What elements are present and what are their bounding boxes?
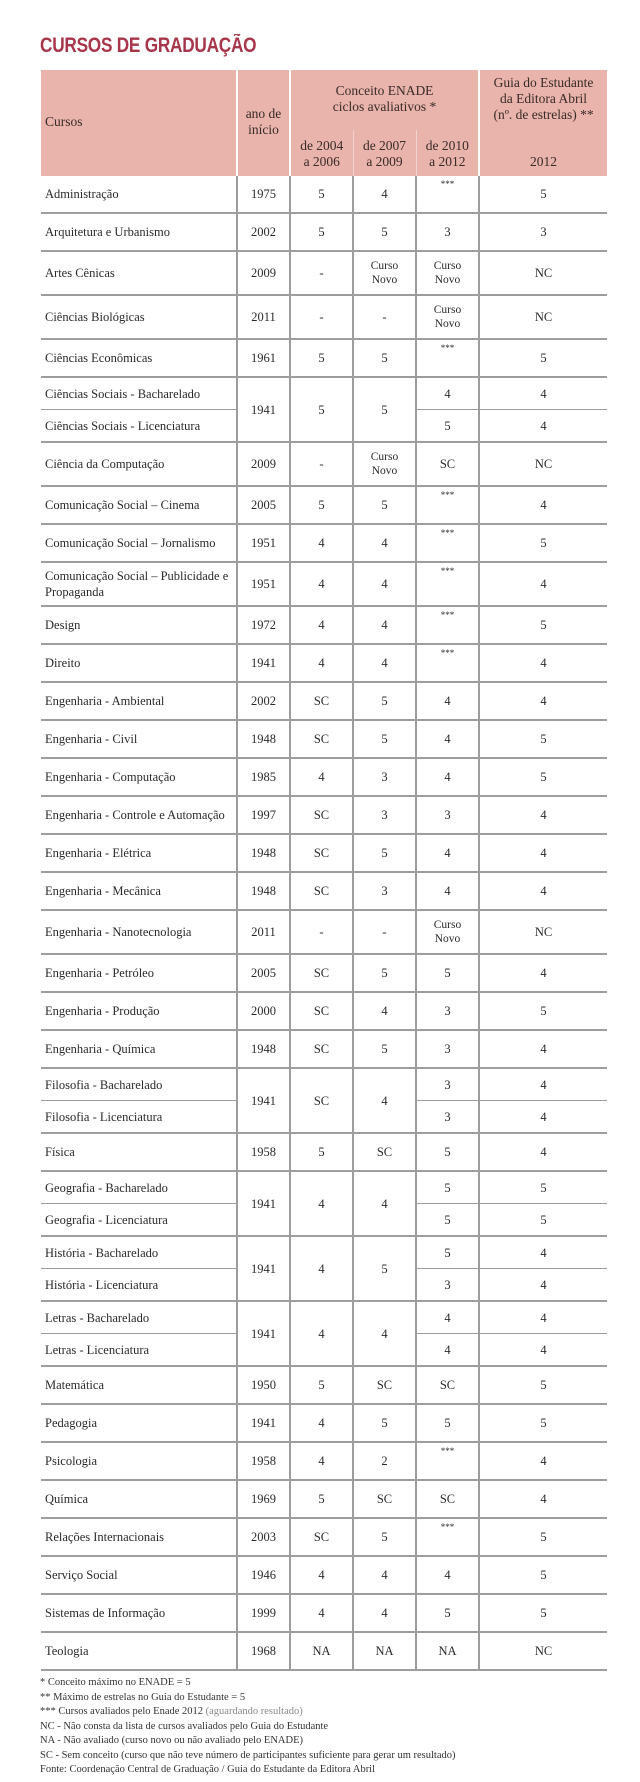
guia-stars-2012: 5	[479, 606, 607, 644]
enade-2007-2009: 2	[353, 1442, 416, 1480]
enade-2004-2006: 5	[290, 176, 353, 213]
start-year: 2009	[237, 442, 290, 486]
course-name: Filosofia - Licenciatura	[41, 1101, 237, 1134]
guia-stars-2012: 4	[479, 644, 607, 682]
course-name: História - Licenciatura	[41, 1269, 237, 1302]
start-year: 1941	[237, 1236, 290, 1301]
header-ano-inicio: ano de início	[237, 70, 290, 176]
table-row	[41, 992, 607, 1030]
start-year: 1951	[237, 524, 290, 562]
course-name: Comunicação Social – Cinema	[41, 486, 237, 524]
start-year: 2011	[237, 295, 290, 339]
table-row	[41, 524, 607, 562]
guia-stars-2012: 4	[479, 1030, 607, 1068]
enade-2010-2012: 4	[416, 1334, 479, 1367]
enade-2007-2009: 4	[353, 1556, 416, 1594]
start-year: 1948	[237, 834, 290, 872]
enade-2007-2009: 4	[353, 1068, 416, 1133]
header-cursos: Cursos	[41, 70, 237, 176]
enade-2007-2009: 5	[353, 339, 416, 377]
table-row	[41, 377, 607, 410]
course-name: Psicologia	[41, 1442, 237, 1480]
enade-2010-2012: SC	[416, 442, 479, 486]
table-row	[41, 295, 607, 339]
footnote-source: Fonte: Coordenação Central de Graduação / Guia do Estudante da Editora Abril	[40, 1764, 376, 1775]
enade-2004-2006: SC	[290, 1068, 353, 1133]
course-name: Engenharia - Ambiental	[41, 682, 237, 720]
guia-stars-2012: 4	[479, 377, 607, 410]
enade-2007-2009: 4	[353, 1301, 416, 1366]
guia-stars-2012: 4	[479, 1301, 607, 1334]
enade-2007-2009: 5	[353, 834, 416, 872]
enade-2007-2009: 5	[353, 1518, 416, 1556]
enade-2004-2006: 5	[290, 1480, 353, 1518]
enade-2010-2012: 5	[416, 1594, 479, 1632]
table-row	[41, 486, 607, 524]
start-year: 1941	[237, 1068, 290, 1133]
footnote-enade-max: * Conceito máximo no ENADE = 5	[40, 1677, 191, 1688]
enade-2004-2006: 4	[290, 1404, 353, 1442]
header-ciclo-2007-2009: de 2007 a 2009	[353, 130, 416, 176]
guia-stars-2012: NC	[479, 1632, 607, 1670]
enade-2010-2012: 4	[416, 720, 479, 758]
start-year: 1968	[237, 1632, 290, 1670]
course-name: Artes Cênicas	[41, 251, 237, 295]
table-row	[41, 872, 607, 910]
guia-stars-2012: 5	[479, 1366, 607, 1404]
table-row	[41, 213, 607, 251]
enade-2004-2006: NA	[290, 1632, 353, 1670]
start-year: 1958	[237, 1133, 290, 1171]
course-name: Engenharia - Nanotecnologia	[41, 910, 237, 954]
table-row	[41, 1556, 607, 1594]
enade-2004-2006: 4	[290, 1594, 353, 1632]
enade-2004-2006: SC	[290, 796, 353, 834]
table-row	[41, 796, 607, 834]
enade-2007-2009: 3	[353, 758, 416, 796]
enade-2010-2012: 4	[416, 682, 479, 720]
enade-2007-2009: -	[353, 910, 416, 954]
guia-stars-2012: 5	[479, 176, 607, 213]
course-name: Serviço Social	[41, 1556, 237, 1594]
header-guia-year: 2012	[479, 130, 607, 176]
guia-stars-2012: 5	[479, 1556, 607, 1594]
enade-2004-2006: 4	[290, 562, 353, 606]
start-year: 1941	[237, 1171, 290, 1236]
enade-2010-2012: SC	[416, 1366, 479, 1404]
enade-2010-2012: SC	[416, 1480, 479, 1518]
start-year: 1948	[237, 872, 290, 910]
enade-2010-2012: Curso Novo	[416, 251, 479, 295]
course-name: Design	[41, 606, 237, 644]
enade-2007-2009: SC	[353, 1366, 416, 1404]
footnote-enade-2012: *** Cursos avaliados pelo Enade 2012 (aguardando resultado)	[40, 1706, 303, 1717]
table-row	[41, 644, 607, 682]
guia-stars-2012: NC	[479, 442, 607, 486]
table-row	[41, 1133, 607, 1171]
course-name: Matemática	[41, 1366, 237, 1404]
start-year: 1950	[237, 1366, 290, 1404]
course-name: Engenharia - Química	[41, 1030, 237, 1068]
enade-2010-2012: ***	[416, 1442, 479, 1480]
course-name: Engenharia - Computação	[41, 758, 237, 796]
footnote-sc: SC - Sem conceito (curso que não teve número de participantes suficiente para gerar um resultado)	[40, 1749, 456, 1761]
enade-2010-2012: Curso Novo	[416, 910, 479, 954]
enade-2004-2006: SC	[290, 992, 353, 1030]
start-year: 2002	[237, 213, 290, 251]
guia-stars-2012: 4	[479, 1442, 607, 1480]
enade-2004-2006: 4	[290, 1556, 353, 1594]
enade-2004-2006: SC	[290, 1518, 353, 1556]
table-body	[41, 176, 607, 1670]
enade-2004-2006: 5	[290, 486, 353, 524]
course-name: Direito	[41, 644, 237, 682]
page-title: CURSOS DE GRADUAÇÃO	[40, 34, 257, 57]
enade-2004-2006: SC	[290, 1030, 353, 1068]
start-year: 1941	[237, 1301, 290, 1366]
enade-2010-2012: ***	[416, 562, 479, 606]
guia-stars-2012: 4	[479, 872, 607, 910]
enade-2010-2012: 4	[416, 834, 479, 872]
enade-2004-2006: -	[290, 295, 353, 339]
enade-2004-2006: SC	[290, 872, 353, 910]
start-year: 2003	[237, 1518, 290, 1556]
guia-stars-2012: 4	[479, 954, 607, 992]
start-year: 1941	[237, 377, 290, 442]
table-row	[41, 1366, 607, 1404]
enade-2004-2006: 5	[290, 1133, 353, 1171]
start-year: 1975	[237, 176, 290, 213]
course-name: Filosofia - Bacharelado	[41, 1068, 237, 1101]
footnote-na: NA - Não avaliado (curso novo ou não avaliado pelo ENADE)	[40, 1735, 304, 1746]
table-row	[41, 1480, 607, 1518]
start-year: 2000	[237, 992, 290, 1030]
course-name: Arquitetura e Urbanismo	[41, 213, 237, 251]
enade-2007-2009: 5	[353, 1404, 416, 1442]
enade-2007-2009: Curso Novo	[353, 251, 416, 295]
enade-2007-2009: 4	[353, 176, 416, 213]
enade-2007-2009: 4	[353, 562, 416, 606]
enade-2007-2009: 5	[353, 486, 416, 524]
course-name: Engenharia - Elétrica	[41, 834, 237, 872]
enade-2007-2009: Curso Novo	[353, 442, 416, 486]
enade-2010-2012: 3	[416, 1101, 479, 1134]
header-ciclo-2010-2012: de 2010 a 2012	[416, 130, 479, 176]
enade-2004-2006: SC	[290, 834, 353, 872]
enade-2007-2009: 5	[353, 1030, 416, 1068]
enade-2004-2006: SC	[290, 682, 353, 720]
enade-2004-2006: 5	[290, 213, 353, 251]
enade-2010-2012: 3	[416, 1269, 479, 1302]
course-name: Ciências Econômicas	[41, 339, 237, 377]
enade-2010-2012: ***	[416, 606, 479, 644]
course-name: Engenharia - Mecânica	[41, 872, 237, 910]
enade-2010-2012: ***	[416, 1518, 479, 1556]
guia-stars-2012: 4	[479, 410, 607, 443]
table-row	[41, 834, 607, 872]
course-name: Letras - Licenciatura	[41, 1334, 237, 1367]
enade-2010-2012: 3	[416, 1068, 479, 1101]
enade-2007-2009: 4	[353, 524, 416, 562]
start-year: 1985	[237, 758, 290, 796]
table-row	[41, 1068, 607, 1101]
table-row	[41, 1030, 607, 1068]
enade-2010-2012: 4	[416, 1301, 479, 1334]
course-name: História - Bacharelado	[41, 1236, 237, 1269]
guia-stars-2012: 4	[479, 834, 607, 872]
table-row	[41, 1171, 607, 1204]
course-name: Administração	[41, 176, 237, 213]
guia-stars-2012: 4	[479, 1269, 607, 1302]
course-name: Ciências Biológicas	[41, 295, 237, 339]
table-row	[41, 251, 607, 295]
enade-2007-2009: 5	[353, 377, 416, 442]
enade-2010-2012: ***	[416, 339, 479, 377]
enade-2007-2009: 4	[353, 1171, 416, 1236]
enade-2004-2006: 4	[290, 644, 353, 682]
enade-2007-2009: 5	[353, 682, 416, 720]
enade-2010-2012: 5	[416, 1404, 479, 1442]
course-name: Física	[41, 1133, 237, 1171]
enade-2010-2012: 3	[416, 213, 479, 251]
course-name: Sistemas de Informação	[41, 1594, 237, 1632]
table-row	[41, 1404, 607, 1442]
enade-2007-2009: -	[353, 295, 416, 339]
enade-2004-2006: 4	[290, 758, 353, 796]
guia-stars-2012: 5	[479, 1171, 607, 1204]
course-name: Comunicação Social – Jornalismo	[41, 524, 237, 562]
course-name: Pedagogia	[41, 1404, 237, 1442]
table-row	[41, 1594, 607, 1632]
guia-stars-2012: NC	[479, 251, 607, 295]
table-row	[41, 954, 607, 992]
enade-2007-2009: NA	[353, 1632, 416, 1670]
enade-2010-2012: 5	[416, 1236, 479, 1269]
enade-2010-2012: ***	[416, 176, 479, 213]
start-year: 1999	[237, 1594, 290, 1632]
table-row	[41, 339, 607, 377]
guia-stars-2012: 5	[479, 720, 607, 758]
guia-stars-2012: 5	[479, 758, 607, 796]
course-name: Engenharia - Produção	[41, 992, 237, 1030]
course-name: Teologia	[41, 1632, 237, 1670]
enade-2010-2012: 3	[416, 1030, 479, 1068]
enade-2007-2009: 3	[353, 796, 416, 834]
start-year: 1969	[237, 1480, 290, 1518]
table-row	[41, 758, 607, 796]
enade-2004-2006: 4	[290, 1171, 353, 1236]
guia-stars-2012: 4	[479, 796, 607, 834]
table-row	[41, 442, 607, 486]
table-row	[41, 720, 607, 758]
course-name: Geografia - Bacharelado	[41, 1171, 237, 1204]
enade-2007-2009: SC	[353, 1133, 416, 1171]
table-row	[41, 1301, 607, 1334]
header-ciclo-2004-2006: de 2004 a 2006	[290, 130, 353, 176]
table-header	[41, 70, 607, 176]
footnotes	[40, 1676, 455, 1778]
enade-2010-2012: 5	[416, 954, 479, 992]
enade-2010-2012: Curso Novo	[416, 295, 479, 339]
enade-2010-2012: 5	[416, 410, 479, 443]
enade-2004-2006: 5	[290, 339, 353, 377]
table-row	[41, 910, 607, 954]
guia-stars-2012: 5	[479, 1518, 607, 1556]
enade-2004-2006: 4	[290, 606, 353, 644]
guia-stars-2012: 5	[479, 339, 607, 377]
guia-stars-2012: 5	[479, 524, 607, 562]
enade-2010-2012: 4	[416, 872, 479, 910]
table-row	[41, 682, 607, 720]
guia-stars-2012: 4	[479, 1101, 607, 1134]
start-year: 1997	[237, 796, 290, 834]
guia-stars-2012: 4	[479, 562, 607, 606]
enade-2004-2006: 4	[290, 1442, 353, 1480]
enade-2004-2006: SC	[290, 720, 353, 758]
enade-2007-2009: 3	[353, 872, 416, 910]
courses-table	[41, 70, 607, 1671]
course-name: Ciência da Computação	[41, 442, 237, 486]
start-year: 1951	[237, 562, 290, 606]
start-year: 2011	[237, 910, 290, 954]
guia-stars-2012: 5	[479, 1594, 607, 1632]
start-year: 1948	[237, 720, 290, 758]
enade-2004-2006: SC	[290, 954, 353, 992]
guia-stars-2012: 5	[479, 992, 607, 1030]
table-row	[41, 1632, 607, 1670]
enade-2010-2012: 3	[416, 796, 479, 834]
course-name: Geografia - Licenciatura	[41, 1204, 237, 1237]
start-year: 2009	[237, 251, 290, 295]
guia-stars-2012: 4	[479, 1480, 607, 1518]
footnote-stars-max: ** Máximo de estrelas no Guia do Estudante = 5	[40, 1691, 246, 1703]
course-name: Ciências Sociais - Bacharelado	[41, 377, 237, 410]
enade-2004-2006: -	[290, 442, 353, 486]
start-year: 1972	[237, 606, 290, 644]
enade-2010-2012: 3	[416, 992, 479, 1030]
table-row	[41, 1236, 607, 1269]
table-row	[41, 1442, 607, 1480]
enade-2010-2012: 4	[416, 1556, 479, 1594]
enade-2007-2009: 4	[353, 992, 416, 1030]
footnote-nc: NC - Não consta da lista de cursos avaliados pelo Guia do Estudante	[40, 1720, 329, 1732]
enade-2004-2006: 4	[290, 1301, 353, 1366]
table-row	[41, 1518, 607, 1556]
enade-2007-2009: 4	[353, 644, 416, 682]
table-row	[41, 176, 607, 213]
guia-stars-2012: 4	[479, 1334, 607, 1367]
enade-2004-2006: 4	[290, 1236, 353, 1301]
enade-2007-2009: 5	[353, 720, 416, 758]
enade-2004-2006: -	[290, 910, 353, 954]
guia-stars-2012: 4	[479, 1236, 607, 1269]
header-guia-estudante: Guia do Estudante da Editora Abril (nº. de estrelas) **	[479, 70, 607, 130]
enade-2007-2009: 5	[353, 954, 416, 992]
table-row	[41, 562, 607, 606]
start-year: 1941	[237, 1404, 290, 1442]
enade-2007-2009: 4	[353, 1594, 416, 1632]
enade-2010-2012: ***	[416, 486, 479, 524]
enade-2010-2012: ***	[416, 644, 479, 682]
course-name: Engenharia - Controle e Automação	[41, 796, 237, 834]
course-name: Comunicação Social – Publicidade e Propaganda	[41, 562, 237, 606]
enade-2010-2012: NA	[416, 1632, 479, 1670]
course-name: Engenharia - Civil	[41, 720, 237, 758]
enade-2010-2012: ***	[416, 524, 479, 562]
enade-2007-2009: 5	[353, 1236, 416, 1301]
enade-2004-2006: 5	[290, 377, 353, 442]
header-conceito-enade: Conceito ENADE ciclos avaliativos *	[290, 70, 479, 130]
guia-stars-2012: NC	[479, 295, 607, 339]
guia-stars-2012: 5	[479, 1404, 607, 1442]
start-year: 1946	[237, 1556, 290, 1594]
guia-stars-2012: 4	[479, 1068, 607, 1101]
guia-stars-2012: 3	[479, 213, 607, 251]
enade-2004-2006: 4	[290, 524, 353, 562]
enade-2007-2009: SC	[353, 1480, 416, 1518]
enade-2010-2012: 4	[416, 758, 479, 796]
enade-2010-2012: 5	[416, 1133, 479, 1171]
course-name: Relações Internacionais	[41, 1518, 237, 1556]
guia-stars-2012: NC	[479, 910, 607, 954]
enade-2004-2006: 5	[290, 1366, 353, 1404]
course-name: Engenharia - Petróleo	[41, 954, 237, 992]
enade-2007-2009: 4	[353, 606, 416, 644]
guia-stars-2012: 4	[479, 486, 607, 524]
start-year: 1948	[237, 1030, 290, 1068]
guia-stars-2012: 4	[479, 682, 607, 720]
table-row	[41, 606, 607, 644]
course-name: Ciências Sociais - Licenciatura	[41, 410, 237, 443]
guia-stars-2012: 4	[479, 1133, 607, 1171]
course-name: Química	[41, 1480, 237, 1518]
start-year: 1958	[237, 1442, 290, 1480]
start-year: 1961	[237, 339, 290, 377]
enade-2010-2012: 5	[416, 1171, 479, 1204]
enade-2004-2006: -	[290, 251, 353, 295]
guia-stars-2012: 5	[479, 1204, 607, 1237]
enade-2010-2012: 4	[416, 377, 479, 410]
course-name: Letras - Bacharelado	[41, 1301, 237, 1334]
start-year: 2002	[237, 682, 290, 720]
enade-2007-2009: 5	[353, 213, 416, 251]
start-year: 1941	[237, 644, 290, 682]
start-year: 2005	[237, 954, 290, 992]
start-year: 2005	[237, 486, 290, 524]
enade-2010-2012: 5	[416, 1204, 479, 1237]
